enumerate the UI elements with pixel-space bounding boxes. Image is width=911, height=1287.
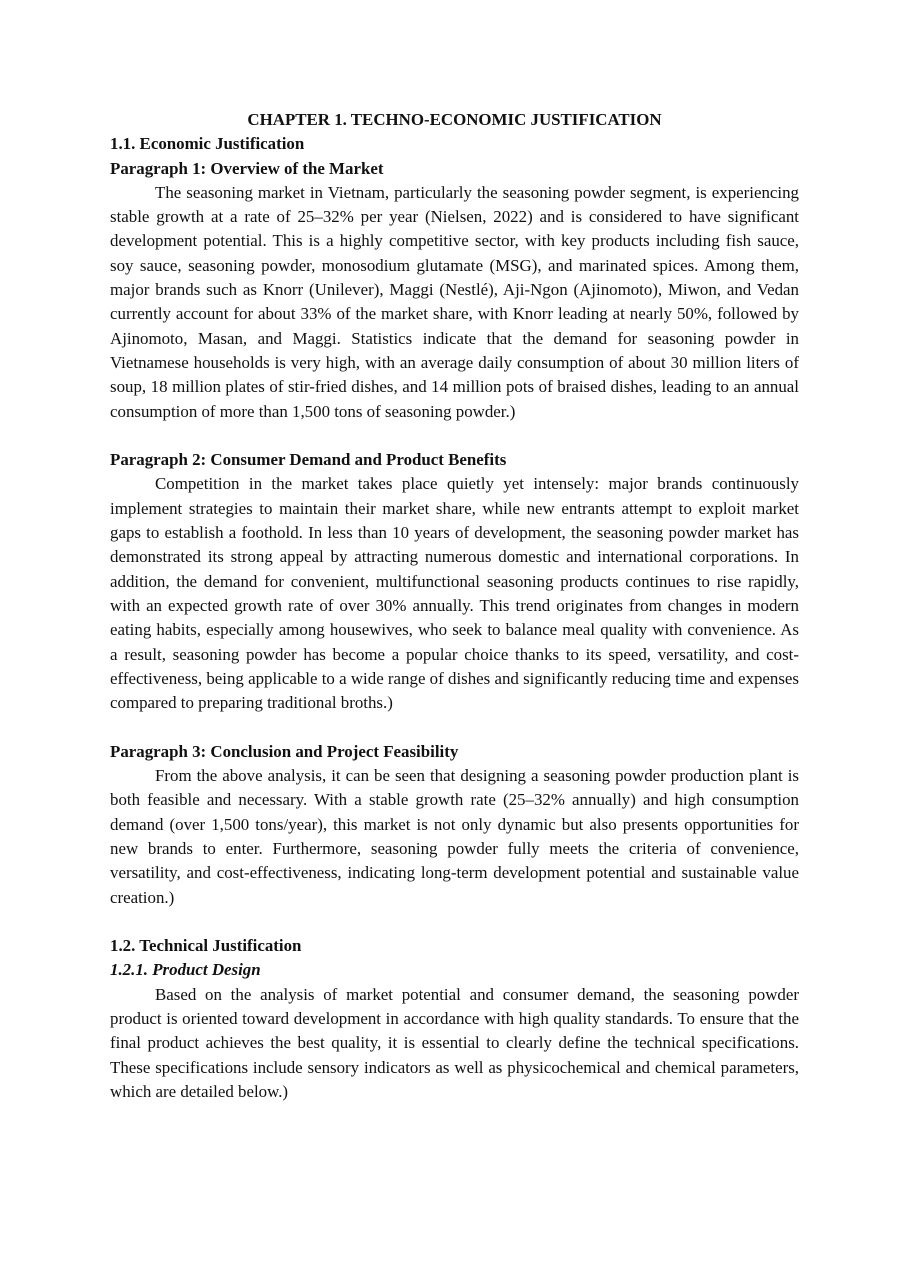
spacer <box>110 424 799 448</box>
paragraph-1-text: The seasoning market in Vietnam, particularly the seasoning powder segment, is experiencing stable growth at a rate of 25–32% per year (Nielsen, 2022) and is considered to have significant development potential. This is a highly competitive sector, with key products including fish sauce, soy sauce, seasoning powder, monosodium glutamate (MSG), and marinated spices. Among them, major brands such as Knorr (Unilever), Maggi (Nestlé), Aji-Ngon (Ajinomoto), Miwon, and Vedan currently account for about 33% of the market share, with Knorr leading at nearly 50%, followed by Ajinomoto, Masan, and Maggi. Statistics indicate that the demand for seasoning powder in Vietnamese households is very high, with an average daily consumption of about 30 million liters of soup, 18 million plates of stir-fried dishes, and 14 million pots of braised dishes, leading to an annual consumption of more than 1,500 tons of seasoning powder.) <box>110 182 799 421</box>
document-page <box>110 108 799 1104</box>
paragraph-2-heading: Paragraph 2: Consumer Demand and Product Benefits <box>110 450 507 470</box>
spacer <box>110 910 799 934</box>
paragraph-2-text: Competition in the market takes place quietly yet intensely: major brands continuously implement strategies to maintain their market share, while new entrants attempt to exploit market gaps to establish a foothold. In less than 10 years of development, the seasoning powder market has demonstrated its strong appeal by attracting numerous domestic and international corporations. In addition, the demand for convenient, multifunctional seasoning products continues to rise rapidly, with an expected growth rate of over 30% annually. This trend originates from changes in modern eating habits, especially among housewives, who seek to balance meal quality with convenience. As a result, seasoning powder has become a popular choice thanks to its speed, versatility, and cost-effectiveness, being applicable to a wide range of dishes and significantly reducing time and expenses compared to preparing traditional broths.) <box>110 474 799 713</box>
subsection-heading-product-design: 1.2.1. Product Design <box>110 960 261 980</box>
paragraph-1-heading: Paragraph 1: Overview of the Market <box>110 158 384 178</box>
paragraph-3-text: From the above analysis, it can be seen that designing a seasoning powder production plant is both feasible and necessary. With a stable growth rate (25–32% annually) and high consumption demand (over 1,500 tons/year), this market is not only dynamic but also presents opportunities for new brands to enter. Furthermore, seasoning powder fully meets the criteria of convenience, versatility, and cost-effectiveness, indicating long-term development potential and sustainable value creation.) <box>110 766 799 907</box>
spacer <box>110 715 799 739</box>
product-design-text: Based on the analysis of market potential and consumer demand, the seasoning powder product is oriented toward development in accordance with high quality standards. To ensure that the final product achieves the best quality, it is essential to clearly define the technical specifications. These specifications include sensory indicators as well as physicochemical and chemical parameters, which are detailed below.) <box>110 984 799 1101</box>
paragraph-3-heading: Paragraph 3: Conclusion and Project Feasibility <box>110 741 459 761</box>
chapter-title: CHAPTER 1. TECHNO-ECONOMIC JUSTIFICATION <box>247 110 662 129</box>
section-heading-economic: 1.1. Economic Justification <box>110 134 305 154</box>
section-heading-technical: 1.2. Technical Justification <box>110 936 302 956</box>
